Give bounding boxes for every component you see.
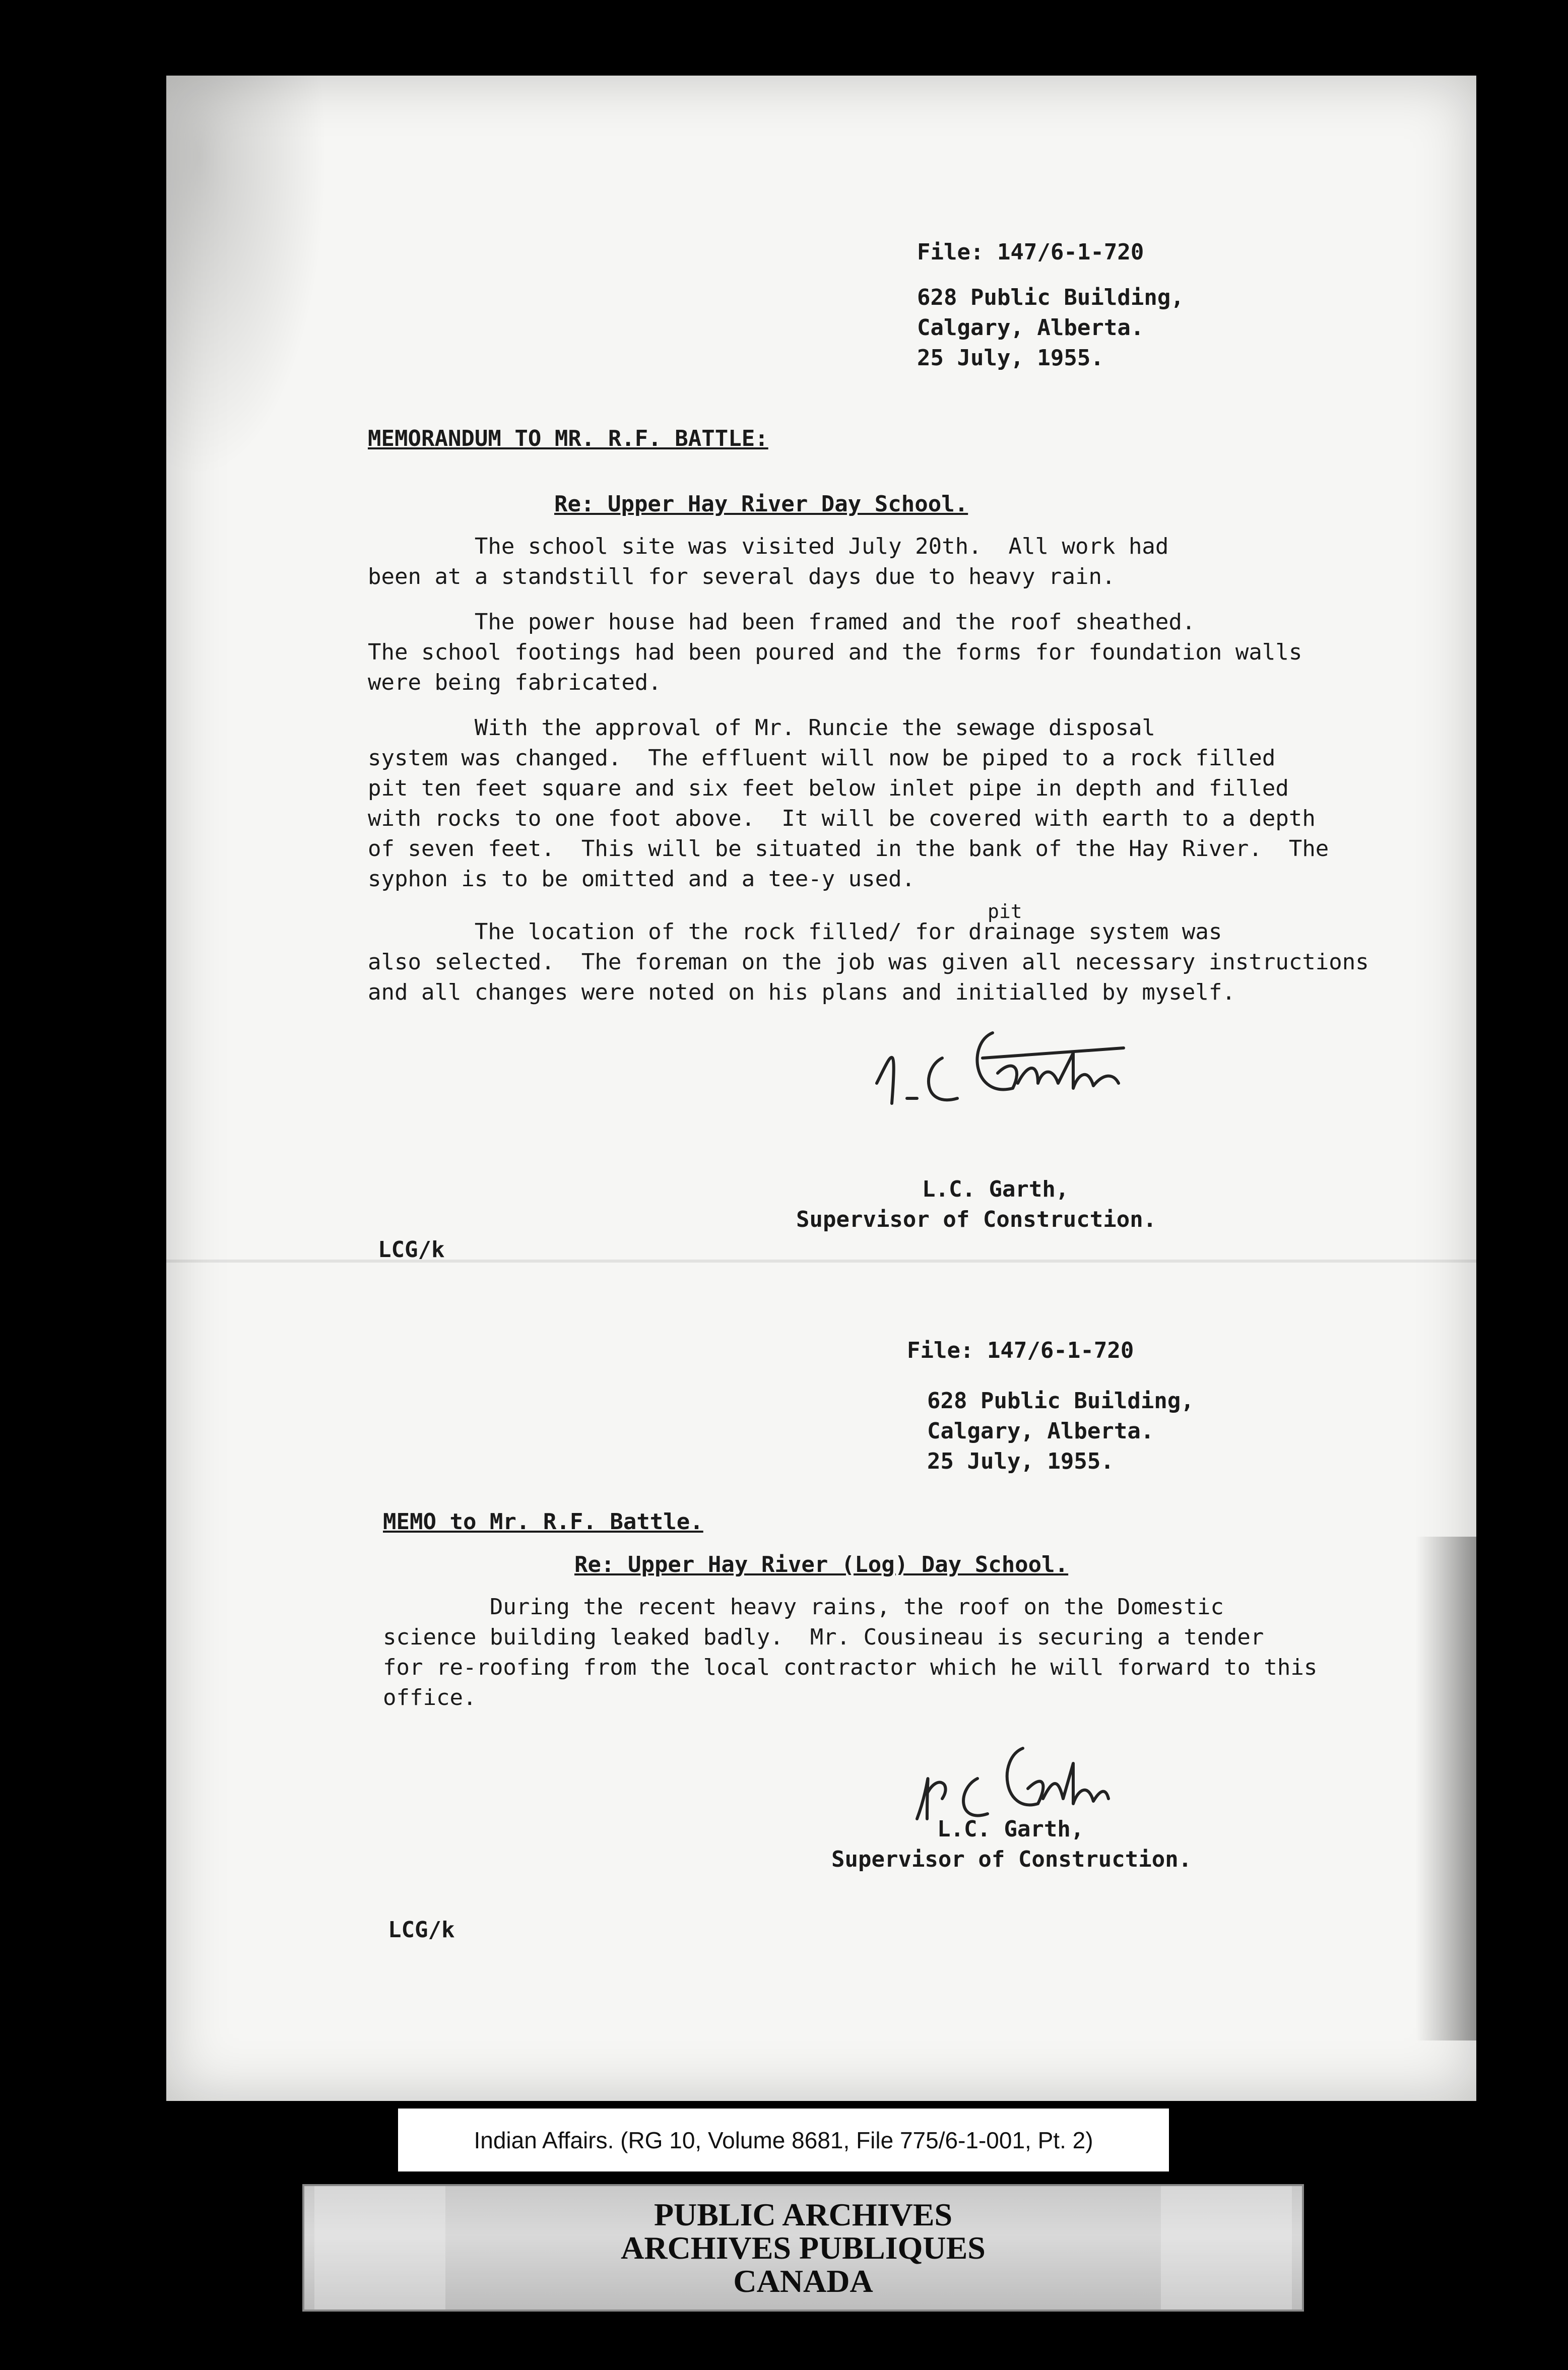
memo1-line: and all changes were noted on his plans and initialled by myself. [368, 979, 1235, 1005]
memo1-re-line: Re: Upper Hay River Day School. [554, 491, 968, 517]
memo1-line: of seven feet. This will be situated in the bank of the Hay River. The [368, 836, 1329, 862]
stamp-tab [1161, 2186, 1292, 2310]
memo1-heading: MEMORANDUM TO MR. R.F. BATTLE: [368, 426, 768, 451]
stamp-line: CANADA [733, 2263, 873, 2299]
memo1-paragraph [368, 607, 1302, 698]
memo2-signer-name: L.C. Garth, [937, 1816, 1084, 1842]
memo1-line: With the approval of Mr. Runcie the sewage disposal [368, 715, 1155, 741]
memo1-line: The power house had been framed and the roof sheathed. [368, 609, 1196, 635]
memo1-address-line: 628 Public Building, [917, 285, 1184, 310]
archive-reference-caption: Indian Affairs. (RG 10, Volume 8681, File 775/6-1-001, Pt. 2) [398, 2109, 1169, 2171]
memo2-date: 25 July, 1955. [927, 1449, 1114, 1474]
public-archives-stamp [302, 2184, 1304, 2312]
memo2-initials: LCG/k [388, 1917, 455, 1943]
stamp-tab [314, 2186, 445, 2310]
memo1-signer-name: L.C. Garth, [922, 1176, 1069, 1202]
memo1-initials: LCG/k [378, 1237, 445, 1263]
memo1-date: 25 July, 1955. [917, 345, 1104, 371]
memo2-line: During the recent heavy rains, the roof on the Domestic [383, 1594, 1224, 1620]
memo1-file-number: File: 147/6-1-720 [917, 239, 1144, 265]
memo2-line: for re-roofing from the local contractor which he will forward to this [383, 1655, 1318, 1680]
memo2-paragraph [383, 1592, 1317, 1713]
memo1-line: system was changed. The effluent will now be piped to a rock filled [368, 745, 1276, 771]
memo1-line: been at a standstill for several days due to heavy rain. [368, 564, 1116, 589]
page-shading [166, 76, 328, 479]
memo2-re-line: Re: Upper Hay River (Log) Day School. [574, 1552, 1069, 1577]
signature-garth [862, 998, 1144, 1121]
memo1-line: also selected. The foreman on the job was given all necessary instructions [368, 949, 1369, 975]
memo2-file-number: File: 147/6-1-720 [907, 1338, 1134, 1363]
document-page [166, 76, 1476, 2101]
memo1-line: The school site was visited July 20th. All work had [368, 534, 1169, 559]
handwritten-insertion: pit [988, 900, 1022, 923]
memo1-line: pit ten feet square and six feet below inlet pipe in depth and filled [368, 775, 1289, 801]
memo2-heading: MEMO to Mr. R.F. Battle. [383, 1509, 703, 1535]
memo1-line: The location of the rock filled/ for drainage system was [368, 919, 1222, 945]
memo2-address-line: 628 Public Building, [927, 1388, 1194, 1414]
memo2-line: office. [383, 1685, 477, 1710]
memo1-line: The school footings had been poured and the forms for foundation walls [368, 639, 1302, 665]
memo1-line: with rocks to one foot above. It will be covered with earth to a depth [368, 806, 1316, 831]
memo1-paragraph [368, 917, 1369, 1008]
memo1-paragraph [368, 532, 1168, 592]
memo1-signer-title: Supervisor of Construction. [796, 1207, 1157, 1232]
memo1-line: syphon is to be omitted and a tee-y used. [368, 866, 916, 892]
memo1-address-line: Calgary, Alberta. [917, 315, 1144, 341]
page-edge-shading [1416, 1537, 1476, 2040]
memo2-signer-title: Supervisor of Construction. [831, 1847, 1192, 1872]
memo2-address-line: Calgary, Alberta. [927, 1418, 1154, 1444]
memo1-line: were being fabricated. [368, 670, 662, 695]
stamp-line: PUBLIC ARCHIVES [654, 2196, 953, 2232]
memo1-paragraph [368, 713, 1329, 894]
memo2-line: science building leaked badly. Mr. Cousineau is securing a tender [383, 1624, 1264, 1650]
stamp-line: ARCHIVES PUBLIQUES [621, 2229, 986, 2266]
